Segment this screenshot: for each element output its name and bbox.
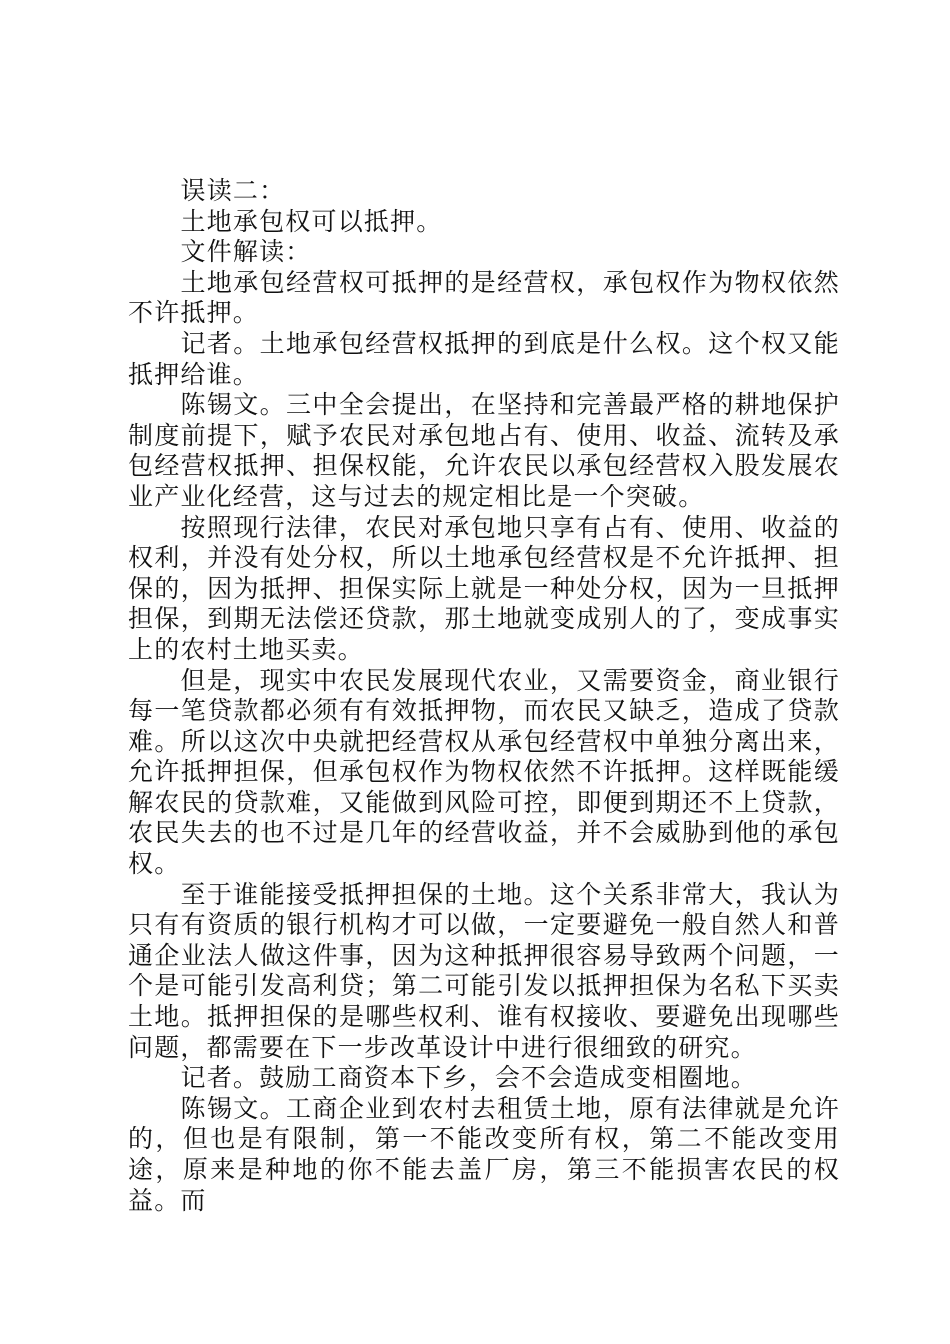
paragraph-reporter-question-1: 记者。土地承包经营权抵押的到底是什么权。这个权又能抵押给谁。 <box>128 328 840 389</box>
paragraph-who-can-accept: 至于谁能接受抵押担保的土地。这个关系非常大，我认为只有有资质的银行机构才可以做，一定要避免一般自然人和普通企业法人做这件事，因为这种抵押很容易导致两个问题，一个是可能引发高利贷；第二可能引发以抵押担保为名私下买卖土地。抵押担保的是哪些权利、谁有权接收、要避免出现哪些问题，都需要在下一步改革设计中进行很细致的研究。 <box>128 879 840 1062</box>
paragraph-heading-interpretation: 文件解读： <box>180 237 312 267</box>
paragraph-interpretation: 土地承包经营权可抵押的是经营权，承包权作为物权依然不许抵押。 <box>128 267 840 328</box>
paragraph-reporter-question-2: 记者。鼓励工商资本下乡，会不会造成变相圈地。 <box>180 1063 757 1093</box>
paragraph-answer-1: 陈锡文。三中全会提出，在坚持和完善最严格的耕地保护制度前提下，赋予农民对承包地占有、使用、收益、流转及承包经营权抵押、担保权能，允许农民以承包经营权入股发展农业产业化经营，这与过去的规定相比是一个突破。 <box>128 390 840 511</box>
paragraph-answer-2: 陈锡文。工商企业到农村去租赁土地，原有法律就是允许的，但也是有限制，第一不能改变所有权，第二不能改变用途，原来是种地的你不能去盖厂房，第三不能损害农民的权益。而 <box>128 1093 840 1215</box>
paragraph-heading-misreading-2: 误读二： <box>180 176 286 205</box>
paragraph-misreading-statement: 土地承包权可以抵押。 <box>180 206 443 236</box>
paragraph-reform-explanation: 但是，现实中农民发展现代农业，又需要资金，商业银行每一笔贷款都必须有有效抵押物，而农民又缺乏，造成了贷款难。所以这次中央就把经营权从承包经营权中单独分离出来，允许抵押担保，但承包权作为物权依然不许抵押。这样既能缓解农民的贷款难，又能做到风险可控，即便到期还不上贷款，农民失去的也不过是几年的经营收益，并不会威胁到他的承包权。 <box>128 665 840 879</box>
paragraph-current-law: 按照现行法律，农民对承包地只享有占有、使用、收益的权利，并没有处分权，所以土地承包经营权是不允许抵押、担保的，因为抵押、担保实际上就是一种处分权，因为一旦抵押担保，到期无法偿还贷款，那土地就变成别人的了，变成事实上的农村土地买卖。 <box>128 512 840 664</box>
